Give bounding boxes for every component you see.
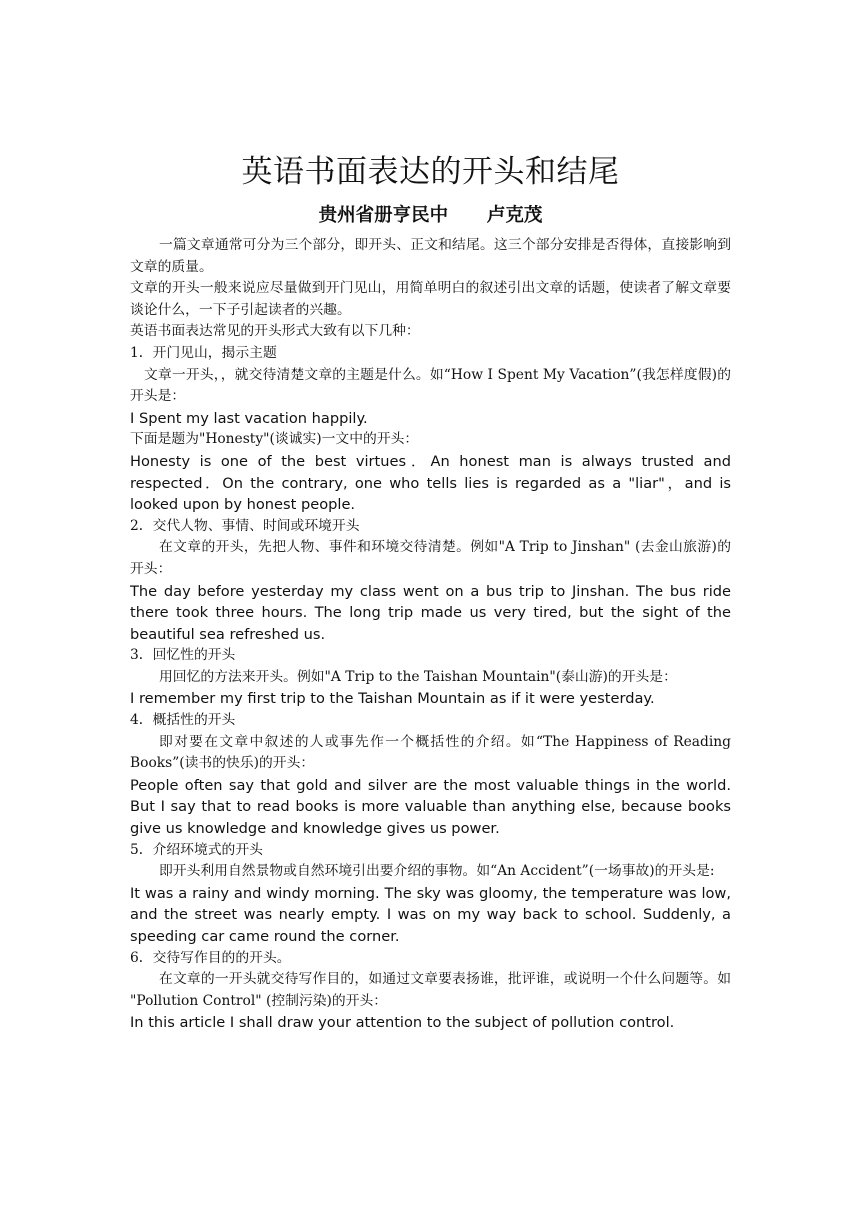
example-sentence: In this article I shall draw your attention to the subject of pollution control. bbox=[130, 1014, 675, 1032]
example-intro: 下面是题为"Honesty"(谈诚实)一文中的开头： bbox=[130, 431, 419, 448]
example-sentence: I remember my first trip to the Taishan Mountain as if it were yesterday. bbox=[130, 690, 655, 708]
section-heading-6: 6．交待写作目的的开头。 bbox=[130, 949, 291, 966]
example-paragraph: It was a rainy and windy morning. The sky was gloomy, the temperature was low, and the street was nearly empty. I was on my way back to school. Suddenly, a speeding car came round the corner. bbox=[130, 884, 731, 945]
example-paragraph: Honesty is one of the best virtues．An honest man is always trusted and respected．On the contrary, one who tells lies is regarded as a "liar"，and is looked upon by honest people. bbox=[130, 452, 731, 514]
section-1-description: 文章一开头，，就交待清楚文章的主题是什么。如“How I Spent My Vacation”(我怎样度假)的开头是： bbox=[130, 366, 731, 405]
section-5-description: 即开头利用自然景物或自然环境引出要介绍的事物。如“An Accident”(一场事故)的开头是: bbox=[159, 863, 715, 880]
section-heading-1: 1．开门见山，揭示主题 bbox=[130, 344, 277, 361]
example-sentence: I Spent my last vacation happily. bbox=[130, 409, 368, 427]
paragraph-forms-intro: 英语书面表达常见的开头形式大致有以下几种： bbox=[130, 323, 420, 340]
example-paragraph: The day before yesterday my class went on a bus trip to Jinshan. The bus ride there took three hours. The long trip made us very tired, but the sight of the beautiful sea refreshed us. bbox=[130, 582, 731, 643]
section-heading-4: 4．概括性的开头 bbox=[130, 712, 236, 729]
document-title: 英语书面表达的开头和结尾 bbox=[241, 154, 620, 190]
section-6-description: 在文章的一开头就交待写作目的，如通过文章要表扬谁，批评谁，或说明一个什么问题等。如 "Pollution Control" (控制污染)的开头： bbox=[130, 971, 731, 1009]
author-line: 贵州省册亨民中 卢克茂 bbox=[318, 205, 543, 226]
document-page bbox=[130, 145, 731, 1034]
section-4-description: 即对要在文章中叙述的人或事先作一个概括性的介绍。如“The Happiness of Reading Books”(读书的快乐)的开头： bbox=[130, 733, 731, 772]
section-heading-2: 2．交代人物、事情、时间或环境开头 bbox=[130, 517, 360, 534]
paragraph-intro: 一篇文章通常可分为三个部分，即开头、正文和结尾。这三个部分安排是否得体，直接影响到文章的质量。 bbox=[130, 237, 731, 275]
paragraph-opening-principle: 文章的开头一般来说应尽量做到开门见山，用简单明白的叙述引出文章的话题，使读者了解文章要谈论什么，一下子引起读者的兴趣。 bbox=[130, 280, 731, 318]
example-paragraph: People often say that gold and silver are the most valuable things in the world. But I say that to read books is more valuable than anything else, because books give us knowledge and knowledge gives us power. bbox=[130, 776, 731, 838]
section-heading-5: 5．介绍环境式的开头 bbox=[130, 841, 263, 858]
section-3-description: 用回忆的方法来开头。例如"A Trip to the Taishan Mountain"(泰山游)的开头是： bbox=[159, 668, 677, 685]
section-heading-3: 3．回忆性的开头 bbox=[130, 647, 236, 664]
section-2-description: 在文章的开头，先把人物、事件和环境交待清楚。例如"A Trip to Jinshan" (去金山旅游)的开头： bbox=[130, 539, 731, 577]
